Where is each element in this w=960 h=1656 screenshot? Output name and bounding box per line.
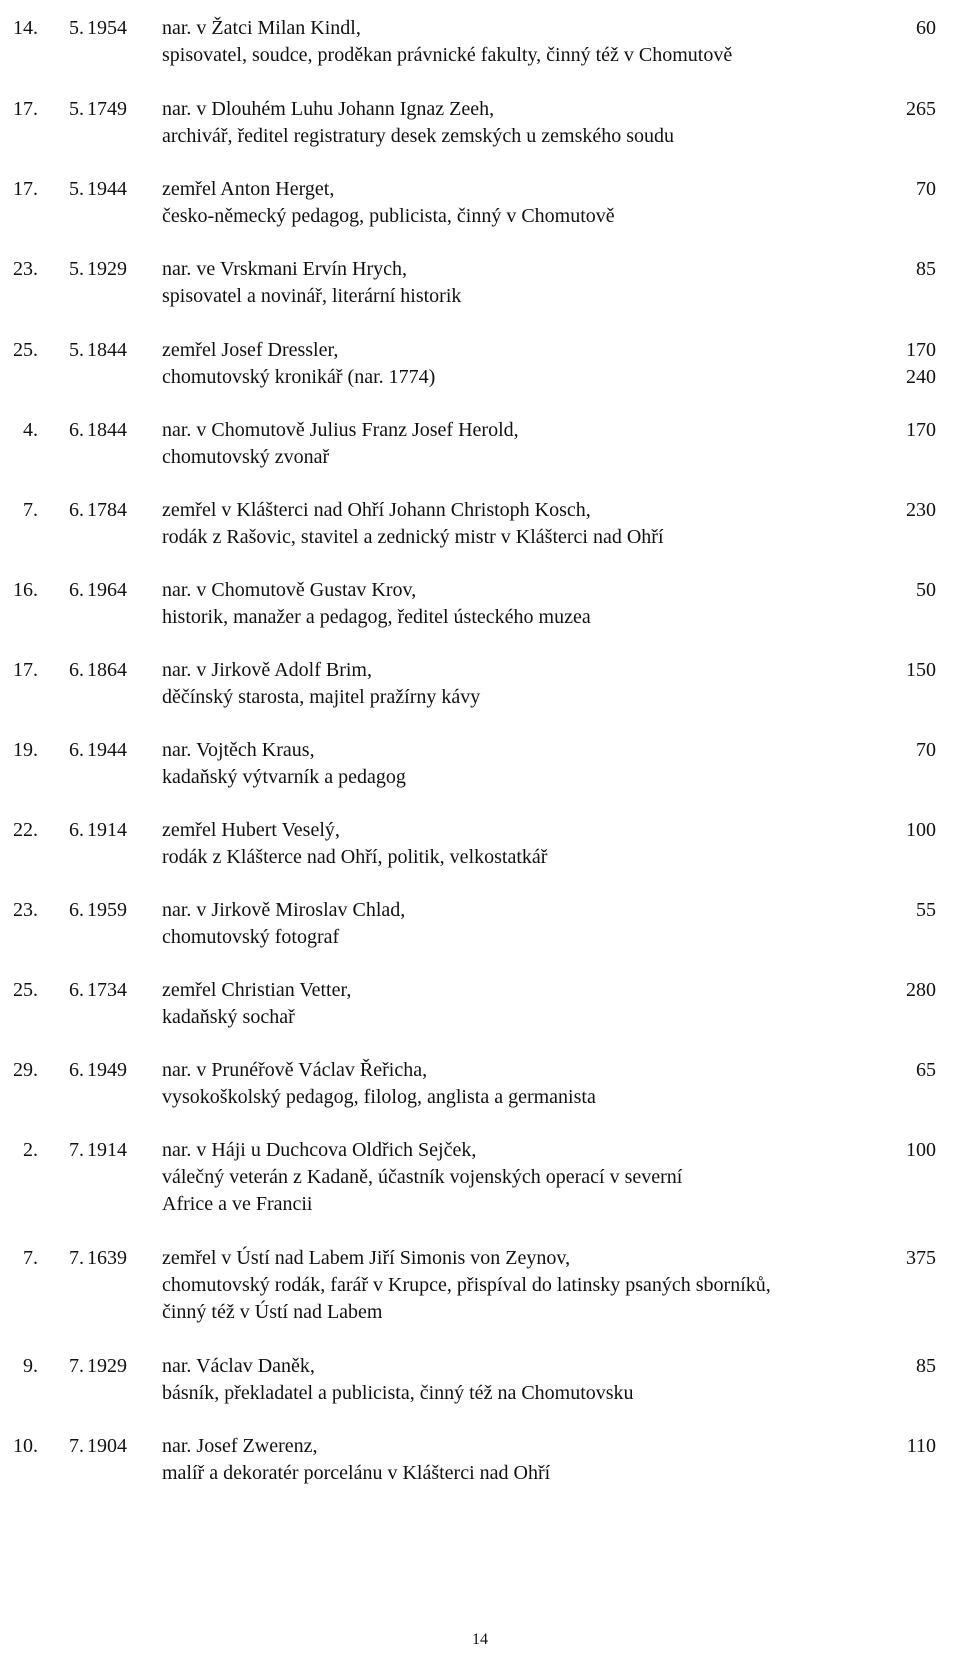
entry-line bbox=[0, 122, 960, 150]
entry-line bbox=[0, 976, 960, 1004]
entry-page-ref: 60 bbox=[916, 17, 936, 39]
entry-headline: zemřel Christian Vetter, bbox=[162, 979, 352, 1001]
entry-page-ref: 170 bbox=[906, 339, 936, 361]
entry-month: 6. bbox=[69, 899, 84, 921]
entry-line bbox=[0, 443, 960, 471]
entry-day: 17. bbox=[13, 98, 38, 120]
entry-day: 2. bbox=[23, 1139, 38, 1161]
entry-headline: nar. v Chomutově Julius Franz Josef Herold, bbox=[162, 419, 519, 441]
entry-headline: zemřel v Klášterci nad Ohří Johann Christoph Kosch, bbox=[162, 499, 591, 521]
entry-month: 6. bbox=[69, 1059, 84, 1081]
entry-description: rodák z Klášterce nad Ohří, politik, velkostatkář bbox=[162, 846, 548, 868]
entry-month: 6. bbox=[69, 659, 84, 681]
entry-headline: nar. Václav Daněk, bbox=[162, 1355, 315, 1377]
entry-headline: zemřel Hubert Veselý, bbox=[162, 819, 340, 841]
entry-line bbox=[0, 14, 960, 42]
entry-headline: nar. v Jirkově Adolf Brim, bbox=[162, 659, 372, 681]
entry-page-ref: 230 bbox=[906, 499, 936, 521]
entry-month: 6. bbox=[69, 419, 84, 441]
entry-headline: zemřel v Ústí nad Labem Jiří Simonis von Zeynov, bbox=[162, 1247, 571, 1269]
entry-line bbox=[0, 576, 960, 604]
entry-description: kadaňský výtvarník a pedagog bbox=[162, 766, 406, 788]
entry-month: 5. bbox=[69, 98, 84, 120]
entry-line bbox=[0, 763, 960, 791]
entry-headline: nar. v Prunéřově Václav Řeřicha, bbox=[162, 1059, 428, 1081]
entry-line bbox=[0, 202, 960, 230]
entry-line bbox=[0, 1056, 960, 1084]
entry-page-ref: 55 bbox=[916, 899, 936, 921]
entry-description: činný též v Ústí nad Labem bbox=[162, 1301, 383, 1323]
entry-page-ref: 170 bbox=[906, 419, 936, 441]
entry-line bbox=[0, 1432, 960, 1460]
entry-month: 6. bbox=[69, 499, 84, 521]
entry-line bbox=[0, 336, 960, 364]
entry-year: 1904 bbox=[87, 1435, 127, 1457]
entry-day: 17. bbox=[13, 659, 38, 681]
entry-description: básník, překladatel a publicista, činný též na Chomutovsku bbox=[162, 1382, 634, 1404]
entry-description: malíř a dekoratér porcelánu v Klášterci nad Ohří bbox=[162, 1462, 551, 1484]
entry-headline: nar. Vojtěch Kraus, bbox=[162, 739, 315, 761]
entry-line bbox=[0, 1136, 960, 1164]
entry-year: 1929 bbox=[87, 1355, 127, 1377]
entry-day: 7. bbox=[23, 1247, 38, 1269]
entry-line bbox=[0, 41, 960, 69]
entry-line bbox=[0, 923, 960, 951]
entry-line bbox=[0, 496, 960, 524]
entry-month: 6. bbox=[69, 819, 84, 841]
entry-day: 16. bbox=[13, 579, 38, 601]
entry-line bbox=[0, 896, 960, 924]
entry-line bbox=[0, 255, 960, 283]
entry-line bbox=[0, 843, 960, 871]
entry-year: 1749 bbox=[87, 98, 127, 120]
entry-line bbox=[0, 1271, 960, 1299]
entry-headline: nar. ve Vrskmani Ervín Hrych, bbox=[162, 258, 408, 280]
entry-description: chomutovský zvonař bbox=[162, 446, 330, 468]
entry-headline: nar. v Dlouhém Luhu Johann Ignaz Zeeh, bbox=[162, 98, 495, 120]
entry-page-ref: 110 bbox=[906, 1435, 936, 1457]
entry-line bbox=[0, 683, 960, 711]
entry-description: chomutovský rodák, farář v Krupce, přispíval do latinsky psaných sborníků, bbox=[162, 1274, 771, 1296]
entry-year: 1964 bbox=[87, 579, 127, 601]
entry-description: spisovatel, soudce, proděkan právnické fakulty, činný též v Chomutově bbox=[162, 44, 733, 66]
entry-headline: zemřel Josef Dressler, bbox=[162, 339, 339, 361]
entry-year: 1734 bbox=[87, 979, 127, 1001]
entry-line bbox=[0, 603, 960, 631]
entry-page-ref: 150 bbox=[906, 659, 936, 681]
entry-description: historik, manažer a pedagog, ředitel ústeckého muzea bbox=[162, 606, 591, 628]
entry-description: chomutovský fotograf bbox=[162, 926, 340, 948]
entry-year: 1914 bbox=[87, 1139, 127, 1161]
entry-year: 1929 bbox=[87, 258, 127, 280]
entry-line bbox=[0, 1190, 960, 1218]
entry-day: 4. bbox=[23, 419, 38, 441]
entry-line bbox=[0, 416, 960, 444]
entry-month: 7. bbox=[69, 1139, 84, 1161]
entry-page-ref: 100 bbox=[906, 1139, 936, 1161]
entry-page-ref: 50 bbox=[916, 579, 936, 601]
entry-month: 5. bbox=[69, 258, 84, 280]
entry-headline: nar. v Žatci Milan Kindl, bbox=[162, 17, 361, 39]
entry-line bbox=[0, 1003, 960, 1031]
entry-description: spisovatel a novinář, literární historik bbox=[162, 285, 462, 307]
entry-month: 7. bbox=[69, 1247, 84, 1269]
entry-year: 1639 bbox=[87, 1247, 127, 1269]
entry-headline: nar. Josef Zwerenz, bbox=[162, 1435, 318, 1457]
entry-page-ref: 240 bbox=[906, 366, 936, 388]
entry-day: 23. bbox=[13, 258, 38, 280]
entry-description: česko-německý pedagog, publicista, činný v Chomutově bbox=[162, 205, 615, 227]
entry-year: 1944 bbox=[87, 739, 127, 761]
entry-year: 1844 bbox=[87, 339, 127, 361]
entry-description: rodák z Rašovic, stavitel a zednický mistr v Klášterci nad Ohří bbox=[162, 526, 664, 548]
entry-year: 1784 bbox=[87, 499, 127, 521]
entry-line bbox=[0, 656, 960, 684]
page-number: 14 bbox=[472, 1631, 488, 1648]
entry-day: 25. bbox=[13, 979, 38, 1001]
entry-line bbox=[0, 1298, 960, 1326]
entry-day: 19. bbox=[13, 739, 38, 761]
entry-headline: nar. v Jirkově Miroslav Chlad, bbox=[162, 899, 406, 921]
entry-month: 5. bbox=[69, 178, 84, 200]
entry-year: 1864 bbox=[87, 659, 127, 681]
entry-page-ref: 265 bbox=[906, 98, 936, 120]
entry-year: 1954 bbox=[87, 17, 127, 39]
entry-day: 14. bbox=[13, 17, 38, 39]
entry-headline: nar. v Háji u Duchcova Oldřich Sejček, bbox=[162, 1139, 477, 1161]
entry-line bbox=[0, 363, 960, 391]
entry-year: 1949 bbox=[87, 1059, 127, 1081]
entry-page-ref: 70 bbox=[916, 739, 936, 761]
entry-month: 7. bbox=[69, 1355, 84, 1377]
entry-year: 1914 bbox=[87, 819, 127, 841]
entry-line bbox=[0, 1244, 960, 1272]
entry-page-ref: 85 bbox=[916, 1355, 936, 1377]
entry-line bbox=[0, 1379, 960, 1407]
entry-line bbox=[0, 1163, 960, 1191]
entry-page-ref: 375 bbox=[906, 1247, 936, 1269]
entry-page-ref: 100 bbox=[906, 819, 936, 841]
entry-page-ref: 65 bbox=[916, 1059, 936, 1081]
entry-month: 6. bbox=[69, 979, 84, 1001]
entry-day: 9. bbox=[23, 1355, 38, 1377]
entry-year: 1959 bbox=[87, 899, 127, 921]
entry-description: vysokoškolský pedagog, filolog, anglista a germanista bbox=[162, 1086, 596, 1108]
entry-line bbox=[0, 175, 960, 203]
entry-line bbox=[0, 1083, 960, 1111]
entry-day: 23. bbox=[13, 899, 38, 921]
entry-month: 6. bbox=[69, 739, 84, 761]
entry-headline: zemřel Anton Herget, bbox=[162, 178, 335, 200]
entry-day: 10. bbox=[13, 1435, 38, 1457]
entry-day: 29. bbox=[13, 1059, 38, 1081]
entry-line bbox=[0, 95, 960, 123]
entry-description: kadaňský sochař bbox=[162, 1006, 295, 1028]
entry-day: 17. bbox=[13, 178, 38, 200]
entry-headline: nar. v Chomutově Gustav Krov, bbox=[162, 579, 417, 601]
entry-line bbox=[0, 523, 960, 551]
entry-day: 7. bbox=[23, 499, 38, 521]
entry-line bbox=[0, 736, 960, 764]
entry-page-ref: 70 bbox=[916, 178, 936, 200]
entry-month: 7. bbox=[69, 1435, 84, 1457]
entry-day: 22. bbox=[13, 819, 38, 841]
entry-month: 5. bbox=[69, 339, 84, 361]
entry-line bbox=[0, 1459, 960, 1487]
entry-description: děčínský starosta, majitel pražírny kávy bbox=[162, 686, 481, 708]
entry-description: Africe a ve Francii bbox=[162, 1193, 313, 1215]
entry-line bbox=[0, 816, 960, 844]
entry-line bbox=[0, 282, 960, 310]
entry-year: 1844 bbox=[87, 419, 127, 441]
entry-page-ref: 85 bbox=[916, 258, 936, 280]
entry-day: 25. bbox=[13, 339, 38, 361]
entry-description: archivář, ředitel registratury desek zemských u zemského soudu bbox=[162, 125, 675, 147]
entry-description: válečný veterán z Kadaně, účastník vojenských operací v severní bbox=[162, 1166, 683, 1188]
entry-year: 1944 bbox=[87, 178, 127, 200]
entry-month: 6. bbox=[69, 579, 84, 601]
entry-description: chomutovský kronikář (nar. 1774) bbox=[162, 366, 436, 388]
entry-line bbox=[0, 1352, 960, 1380]
entry-page-ref: 280 bbox=[906, 979, 936, 1001]
entry-month: 5. bbox=[69, 17, 84, 39]
